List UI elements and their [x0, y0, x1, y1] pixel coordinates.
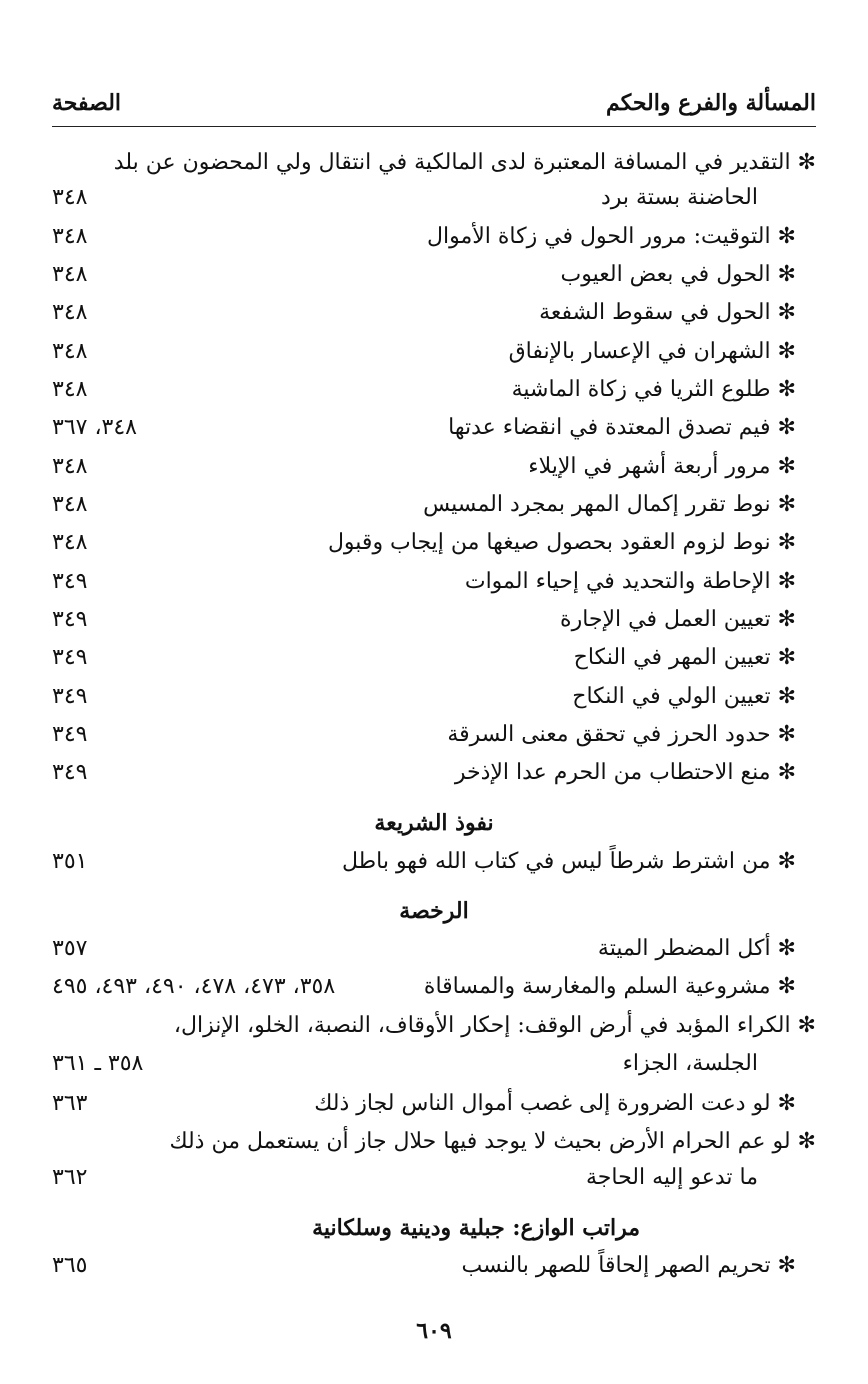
entry-text: ✻ مشروعية السلم والمغارسة والمساقاة	[423, 974, 796, 999]
index-entry	[52, 449, 816, 485]
index-entry	[52, 145, 816, 181]
entry-text: ✻ أكل المضطر الميتة	[597, 936, 796, 961]
entry-page: ٣٥٧	[52, 936, 88, 961]
index-entry	[52, 931, 816, 967]
index-entry-page	[52, 1046, 816, 1082]
entry-text: ✻ مرور أربعة أشهر في الإيلاء	[528, 454, 796, 479]
entry-page: ٣٥٨، ٤٧٣، ٤٧٨، ٤٩٠، ٤٩٣، ٤٩٥	[52, 974, 336, 999]
entry-text: ✻ تعيين المهر في النكاح	[573, 645, 796, 670]
index-entry	[52, 219, 816, 255]
entry-text: ✻ الحول في سقوط الشفعة	[539, 300, 796, 325]
header-title: المسألة والفرع والحكم	[606, 90, 816, 116]
index-entry	[52, 602, 816, 638]
section-heading: نفوذ الشريعة	[374, 810, 494, 836]
header-page-label: الصفحة	[52, 90, 122, 116]
entry-page: ٣٤٩	[52, 607, 88, 632]
entry-page: ٣٤٨	[52, 300, 88, 325]
entry-page: ٣٤٨	[52, 224, 88, 249]
index-entry	[52, 295, 816, 331]
entry-text: ✻ حدود الحرز في تحقق معنى السرقة	[447, 722, 796, 747]
index-entry	[52, 564, 816, 600]
index-entry-page	[52, 180, 816, 216]
index-entry	[52, 1248, 816, 1284]
entry-page: ٣٤٨	[52, 530, 88, 555]
index-entry	[52, 679, 816, 715]
entry-text: ✻ التوقيت: مرور الحول في زكاة الأموال	[426, 224, 796, 249]
entry-page: ٣٤٩	[52, 645, 88, 670]
section-heading: الرخصة	[399, 898, 469, 924]
entry-continuation: ما تدعو إليه الحاجة	[586, 1165, 758, 1190]
entry-text: ✻ تعيين الولي في النكاح	[572, 684, 796, 709]
entry-page: ٣٤٨	[52, 492, 88, 517]
entry-text: ✻ من اشترط شرطاً ليس في كتاب الله فهو باطل	[341, 849, 796, 874]
header-divider	[52, 126, 816, 127]
entry-page: ٣٤٨، ٣٦٧	[52, 415, 137, 440]
entry-page: ٣٤٩	[52, 684, 88, 709]
entry-page: ٣٥٨ ـ ٣٦١	[52, 1051, 144, 1076]
index-entry	[52, 969, 816, 1005]
entry-text: ✻ نوط لزوم العقود بحصول صيغها من إيجاب وقبول	[327, 530, 796, 555]
entry-page: ٣٤٨	[52, 377, 88, 402]
index-entry	[52, 487, 816, 523]
entry-page: ٣٦٣	[52, 1091, 88, 1116]
index-entry	[52, 640, 816, 676]
entry-page: ٣٤٨	[52, 262, 88, 287]
entry-page: ٣٤٩	[52, 760, 88, 785]
index-entry	[52, 1124, 816, 1160]
entry-text: ✻ الكراء المؤبد في أرض الوقف: إحكار الأوقاف، النصبة، الخلو، الإنزال،	[173, 1013, 816, 1038]
index-entry	[52, 717, 816, 753]
entry-page: ٣٦٥	[52, 1253, 88, 1278]
entry-page: ٣٤٩	[52, 722, 88, 747]
entry-text: ✻ الإحاطة والتحديد في إحياء الموات	[464, 569, 796, 594]
index-entry	[52, 1008, 816, 1044]
entry-text: ✻ الحول في بعض العيوب	[560, 262, 796, 287]
entry-page: ٣٤٨	[52, 454, 88, 479]
index-entry	[52, 755, 816, 791]
index-entry	[52, 410, 816, 446]
entry-text: ✻ تعيين العمل في الإجارة	[560, 607, 796, 632]
entry-page: ٣٤٨	[52, 339, 88, 364]
entry-page: ٣٥١	[52, 849, 88, 874]
section-heading: مراتب الوازع: جبلية ودينية وسلكانية	[312, 1215, 640, 1241]
entry-continuation: الجلسة، الجزاء	[622, 1051, 758, 1076]
index-entry	[52, 372, 816, 408]
entry-text: ✻ طلوع الثريا في زكاة الماشية	[511, 377, 796, 402]
index-entry	[52, 525, 816, 561]
entry-text: ✻ فيم تصدق المعتدة في انقضاء عدتها	[448, 415, 796, 440]
entry-text: ✻ منع الاحتطاب من الحرم عدا الإذخر	[454, 760, 796, 785]
entry-text: ✻ تحريم الصهر إلحاقاً للصهر بالنسب	[461, 1253, 796, 1278]
entry-text: ✻ الشهران في الإعسار بالإنفاق	[508, 339, 796, 364]
entry-page: ٣٦٢	[52, 1165, 88, 1190]
index-entry	[52, 1086, 816, 1122]
index-entry	[52, 844, 816, 880]
entry-text: ✻ لو عم الحرام الأرض بحيث لا يوجد فيها حلال جاز أن يستعمل من ذلك	[169, 1129, 816, 1154]
entry-text: ✻ التقدير في المسافة المعتبرة لدى المالكية في انتقال ولي المحضون عن بلد	[113, 150, 816, 175]
page-number: ٦٠٩	[416, 1318, 452, 1344]
entry-continuation: الحاضنة بستة برد	[600, 185, 758, 210]
index-entry	[52, 257, 816, 293]
page-header	[52, 86, 816, 120]
entry-page: ٣٤٨	[52, 185, 88, 210]
entry-page: ٣٤٩	[52, 569, 88, 594]
entry-text: ✻ لو دعت الضرورة إلى غصب أموال الناس لجاز ذلك	[314, 1091, 796, 1116]
entry-text: ✻ نوط تقرر إكمال المهر بمجرد المسيس	[423, 492, 796, 517]
index-entry-page	[52, 1160, 816, 1196]
index-entry	[52, 334, 816, 370]
